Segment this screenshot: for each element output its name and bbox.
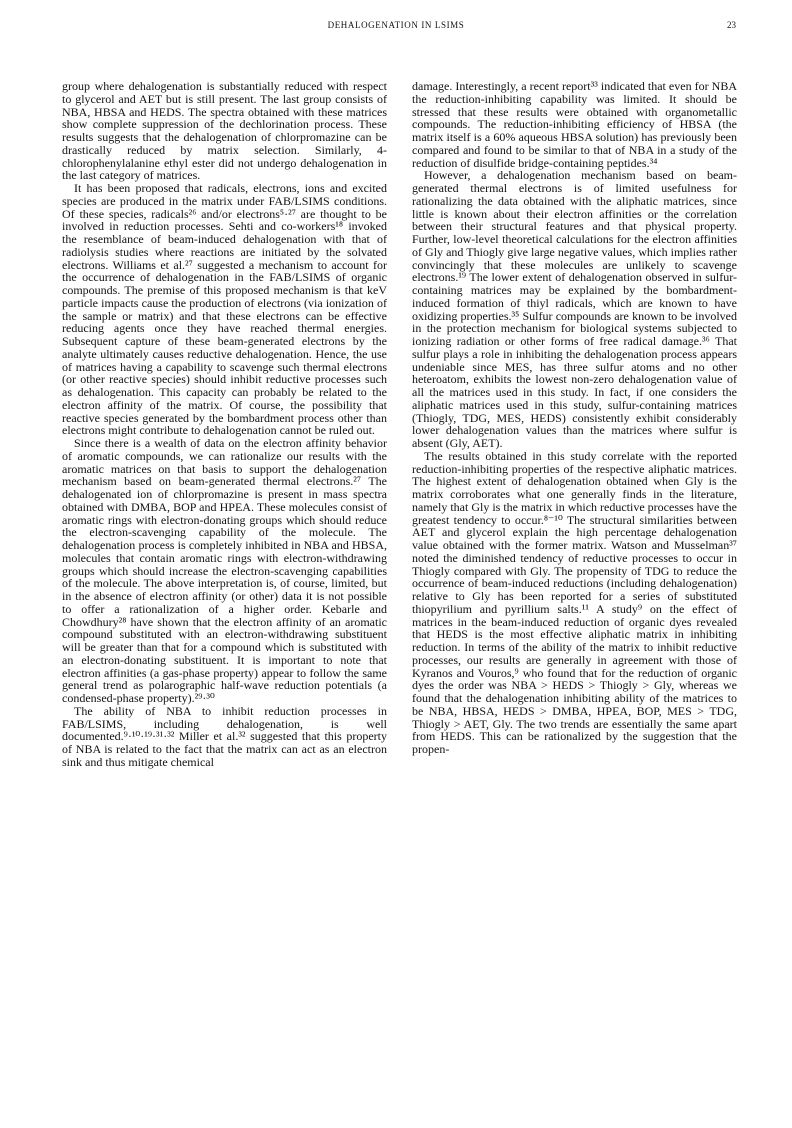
page-number: 23	[727, 20, 736, 30]
body-paragraph: group where dehalogenation is substantially reduced with respect to glycerol and AET but is still present. The last group consists of NBA, HBSA and HEDS. The spectra obtained with these matrices show complete suppression of the dechlorination process. These results suggests that the dehalogenation of chlorpromazine can be drastically reduced by matrix selection. Similarly, 4-chlorophenylalanine ethyl ester did not undergo dehalogenation in the last category of matrices.	[62, 79, 387, 183]
right-text-column	[412, 80, 737, 756]
body-paragraph: damage. Interestingly, a recent report³³ indicated that even for NBA the reduction-inhibiting capability was limited. It should be stressed that these results were obtained with organometallic compounds. The reduction-inhibiting efficiency of HBSA (the matrix itself is a 60% aqueous HBSA solution) has previously been compared and found to be similar to that of NBA in a study of the reduction of disulfide bridge-containing peptides.³⁴	[412, 79, 737, 170]
body-paragraph: It has been proposed that radicals, electrons, ions and excited species are produced in the matrix under FAB/LSIMS conditions. Of these species, radicals²⁶ and/or electrons⁵·²⁷ are thought to be involved in reduction processes. Sehti and co-workers¹⁸ invoked the resemblance of beam-induced dehalogenation with that of radiolysis studies where reactions are initiated by the solvated electrons. Williams et al.²⁷ suggested a mechanism to account for the occurrence of dehalogenation in the FAB/LSIMS of organic compounds. The premise of this proposed mechanism is that keV particle impacts cause the production of electrons (via ionization of the sample or matrix) and that these electrons can be effective reducing agents once they have reached thermal energies. Subsequent capture of these beam-generated electrons by the analyte ultimately causes reductive dehalogenation. Hence, the use of matrices having a capability to scavenge such thermal electrons (or other reactive species) should inhibit reductive processes such as dehalogenation. This capacity can probably be related to the electron affinity of the matrix. Of course, the possibility that reactive species generated by the bombardment process other than electrons might contribute to dehalogenation cannot be ruled out.	[62, 181, 387, 438]
body-paragraph: However, a dehalogenation mechanism based on beam-generated thermal electrons is of limited usefulness for rationalizing the data obtained with the aliphatic matrices, since little is known about their electron affinities or the correlation between their structural features and that physical property. Further, low-level theoretical calculations for the electron affinities of Gly and Thiogly give large negative values, which implies rather convincingly that these molecules are unlikely to scavenge electrons.¹⁹ The lower extent of dehalogenation observed in sulfur-containing matrices may be explained by the bombardment-induced formation of thiyl radicals, which are known to have oxidizing properties.³⁵ Sulfur compounds are known to be involved in the protection mechanism for biological systems subjected to ionizing radiation or other forms of free radical damage.³⁶ That sulfur plays a role in inhibiting the dehalogenation process appears undeniable since MES, has three sulfur atoms and no other heteroatom, exhibits the lowest non-zero dehalogenation value of all the matrices used in this study. In fact, if one considers the aliphatic matrices used in this study, sulfur-containing matrices (Thiogly, TDG, MES, HEDS) consistently exhibit considerably lower dehalogenation values than the matrices where sulfur is absent (Gly, AET).	[412, 168, 737, 450]
running-title: DEHALOGENATION IN LSIMS	[327, 20, 465, 30]
running-header	[56, 20, 736, 36]
left-text-column	[62, 80, 387, 769]
body-paragraph: The ability of NBA to inhibit reduction processes in FAB/LSIMS, including dehalogenation, is well documented.⁹·¹⁰·¹⁹·³¹·³² Miller et al.³² suggested that this property of NBA is related to the fact that the matrix can act as an electron sink and thus mitigate chemical	[62, 703, 387, 769]
body-paragraph: Since there is a wealth of data on the electron affinity behavior of aromatic compounds, we can rationalize our results with the aromatic matrices on that basis to support the dehalogenation mechanism based on beam-generated thermal electrons.²⁷ The dehalogenated ion of chlorpromazine is present in mass spectra obtained with DMBA, BOP and HPEA. These molecules consist of aromatic rings with electron-donating groups which should reduce the electron-scavenging capability of the molecule. The dehalogenation process is completely inhibited in NBA and HBSA, molecules that contain aromatic rings with electron-withdrawing groups which should increase the electron-scavenging capabilities of the molecule. The above interpretation is, of course, limited, but in the absence of electron affinity (or other) data it is not possible to offer a rationalization of a higher order. Kebarle and Chowdhury²⁸ have shown that the electron affinity of an aromatic compound substituted with an electron-withdrawing substituent will be greater than that for a compound which is substituted with an electron-donating substituent. It is important to note that electron affinities (a gas-phase property) appear to follow the same general trend as polarographic half-wave reduction potentials (a condensed-phase property).²⁹·³⁰	[62, 436, 387, 705]
body-paragraph: The results obtained in this study correlate with the reported reduction-inhibiting properties of the respective aliphatic matrices. The highest extent of dehalogenation obtained when Gly is the matrix corroborates what one generally finds in the literature, namely that Gly is the matrix in which reductive processes have the greatest tendency to occur.⁸⁻¹⁰ The structural similarities between AET and glycerol explain the high percentage dehalogenation value obtained with the former matrix. Watson and Musselman³⁷ noted the diminished tendency of reductive processes to occur in Thiogly compared with Gly. The propensity of TDG to reduce the occurrence of beam-induced reductions (including dehalogenation) relative to Gly has been reported for a series of substituted thiopyrilium and pyrillium salts.¹¹ A study⁹ on the effect of matrices in the beam-induced reduction of organic dyes revealed that HEDS is the most effective aliphatic matrix in inhibiting reduction. In terms of the ability of the matrix to inhibit reductive processes, our results are generally in agreement with those of Kyranos and Vouros,⁹ who found that for the reduction of organic dyes the order was NBA > HEDS > Thiogly > Gly, whereas we found that the dehalogenation inhibiting ability of the matrices to be NBA, HBSA, HEDS > DMBA, HPEA, BOP, MES > TDG, Thiogly > AET, Gly. The two trends are essentially the same apart from HEDS. This can be rationalized by the suggestion that the propen-	[412, 448, 737, 756]
